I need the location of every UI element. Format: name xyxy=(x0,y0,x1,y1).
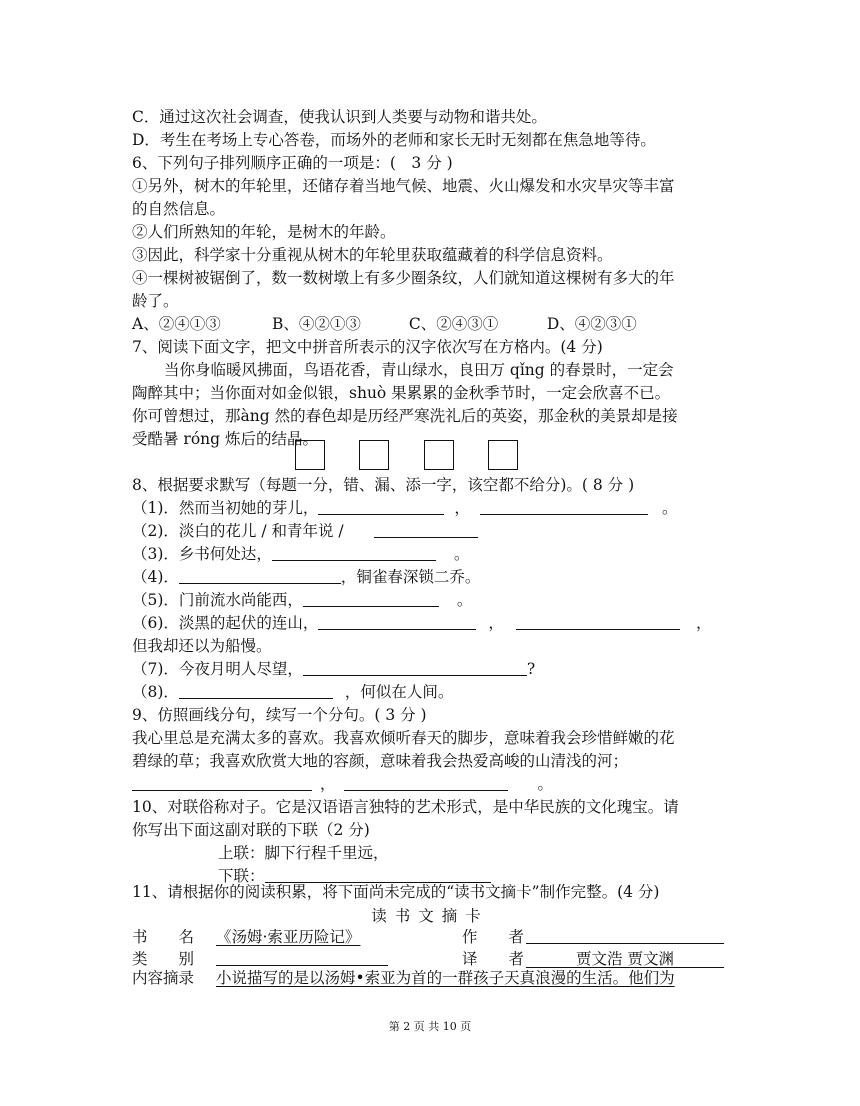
q8-2-blank[interactable] xyxy=(374,521,478,538)
translator-label: 译 者 xyxy=(462,950,525,968)
q9-comma: ， xyxy=(320,775,336,793)
q8-1-blank-b[interactable] xyxy=(480,498,648,515)
q8-8-text: （8)． xyxy=(132,683,179,701)
q9-answer-line xyxy=(132,774,553,796)
q6-option-a: A、②④①③ xyxy=(132,315,221,333)
q8-item-2 xyxy=(132,521,478,543)
answer-box-4[interactable] xyxy=(488,440,518,470)
q8-item-6-cont: 但我却还以为船慢。 xyxy=(132,637,272,655)
q9-passage-line-1: 我心里总是充满太多的喜欢。我喜欢倾听春天的脚步，意味着我会珍惜鲜嫩的花 xyxy=(132,729,675,747)
q8-8-blank[interactable] xyxy=(179,682,333,699)
q6-options xyxy=(132,314,637,336)
q8-item-5 xyxy=(132,590,472,612)
excerpt-label: 内容摘录 xyxy=(132,969,195,987)
q8-5-text: （5)．门前流水尚能西， xyxy=(132,591,303,609)
q6-option-d: D、④②③① xyxy=(546,315,637,333)
q6-sentence-2: ②人们所熟知的年轮，是树木的年龄。 xyxy=(132,223,396,241)
q8-1-comma: ， xyxy=(454,499,470,517)
question-8-title: 8、根据要求默写（每题一分，错、漏、添一字，该空都不给分)。( 8 分 ) xyxy=(132,476,635,494)
q8-4-blank[interactable] xyxy=(179,567,341,584)
q8-5-blank[interactable] xyxy=(303,590,439,607)
q7-passage-line-3: 你可曾想过，那àng 然的春色却是历经严寒洗礼后的英姿，那金秋的美景却是接 xyxy=(132,407,678,425)
q8-6-text: （6)．淡黑的起伏的连山， xyxy=(132,614,319,632)
q6-option-c: C、②④③① xyxy=(408,315,499,333)
question-9-title: 9、仿照画线分句，续写一个分句。( 3 分 ) xyxy=(132,706,427,724)
q8-5-period: 。 xyxy=(456,591,473,609)
card-row-excerpt xyxy=(132,968,675,990)
q7-passage-line-4: 受酷暑 róng 炼后的结晶。 xyxy=(132,430,319,448)
q9-passage-line-2: 碧绿的草；我喜欢欣赏大地的容颜，意味着我会热爱高峻的山清浅的河； xyxy=(132,752,629,770)
q9-blank-a[interactable] xyxy=(132,774,312,791)
author-label: 作 者 xyxy=(462,928,525,946)
question-6-title: 6、下列句子排列顺序正确的一项是：( 3 分 ) xyxy=(132,154,453,172)
q8-3-blank[interactable] xyxy=(272,544,436,561)
q8-2-text: （2)．淡白的花儿 / 和青年说 / xyxy=(132,522,344,540)
couplet-upper: 上联：脚下行程千里远， xyxy=(218,844,389,862)
q8-1-text: （1)．然而当初她的芽儿， xyxy=(132,499,319,517)
q8-6-blank-b[interactable] xyxy=(516,613,680,630)
card-row-book xyxy=(132,927,724,949)
q8-1-period: 。 xyxy=(661,499,678,517)
q8-6-comma-end: ， xyxy=(695,614,712,632)
book-value: 《汤姆·索亚历险记》 xyxy=(216,928,361,946)
translator-value: 贾文浩 贾文渊 xyxy=(526,949,724,968)
q8-item-8 xyxy=(132,682,453,704)
q6-option-b: B、④②①③ xyxy=(271,315,361,333)
q8-6-blank-a[interactable] xyxy=(318,613,476,630)
q8-item-3 xyxy=(132,544,469,566)
question-10-title-cont: 你写出下面这副对联的下联（2 分) xyxy=(132,821,370,839)
q8-item-6 xyxy=(132,613,711,635)
q8-1-blank-a[interactable] xyxy=(318,498,444,515)
q8-4-text-end: ，铜雀春深锁二乔。 xyxy=(340,568,481,586)
answer-box-1[interactable] xyxy=(295,440,325,470)
q9-blank-b[interactable] xyxy=(344,774,508,791)
card-title: 读书文摘卡 xyxy=(371,907,489,925)
q6-sentence-4: ④一棵树被锯倒了，数一数树墩上有多少圈条纹，人们就知道这棵树有多大的年 xyxy=(132,269,675,287)
q8-7-text: （7)．今夜月明人尽望， xyxy=(132,660,303,678)
q6-sentence-3: ③因此，科学家十分重视从树木的年轮里获取蕴藏着的科学信息资料。 xyxy=(132,246,613,264)
q8-6-comma: ， xyxy=(488,614,504,632)
couplet-lower-label: 下联： xyxy=(218,867,265,885)
q8-4-text: （4)． xyxy=(132,568,179,586)
type-blank[interactable] xyxy=(216,949,388,966)
q8-7-question: ? xyxy=(526,660,536,678)
q8-7-blank[interactable] xyxy=(303,659,527,676)
q8-3-period: 。 xyxy=(453,545,470,563)
type-label: 类 别 xyxy=(132,950,195,968)
option-d-text: D．考生在考场上专心答卷，而场外的老师和家长无时无刻都在焦急地等待。 xyxy=(132,131,656,149)
q8-item-4 xyxy=(132,567,480,589)
q8-8-text-end: ，何似在人间。 xyxy=(344,683,454,701)
page-footer: 第 2 页 共 10 页 xyxy=(388,1020,472,1033)
q8-item-1 xyxy=(132,498,677,520)
author-blank[interactable] xyxy=(526,927,724,944)
q8-3-text: （3)．乡书何处达， xyxy=(132,545,272,563)
couplet-lower-blank[interactable] xyxy=(265,866,491,883)
book-label: 书 名 xyxy=(132,928,195,946)
q8-item-7 xyxy=(132,659,535,681)
question-11-title: 11、请根据你的阅读积累，将下面尚未完成的“读书文摘卡”制作完整。(4 分) xyxy=(132,883,660,901)
option-c-text: C．通过这次社会调查，使我认识到人类要与动物和谐共处。 xyxy=(132,108,547,126)
question-7-title: 7、阅读下面文字，把文中拼音所表示的汉字依次写在方格内。(4 分) xyxy=(132,338,603,356)
excerpt-value: 小说描写的是以汤姆•索亚为首的一群孩子天真浪漫的生活。他们为 xyxy=(216,969,675,987)
question-10-title: 10、对联俗称对子。它是汉语语言独特的艺术形式，是中华民族的文化瑰宝。请 xyxy=(132,798,679,816)
q6-sentence-1-cont: 的自然信息。 xyxy=(132,200,226,218)
answer-box-2[interactable] xyxy=(359,440,389,470)
answer-box-3[interactable] xyxy=(424,440,454,470)
q6-sentence-4-cont: 龄了。 xyxy=(132,292,179,310)
q7-passage-line-2: 陶醉其中；当你面对如金似银，shuò 果累累的金秋季节时，一定会欣喜不已。 xyxy=(132,384,671,402)
q9-period: 。 xyxy=(537,775,554,793)
q6-sentence-1: ①另外，树木的年轮里，还储存着当地气候、地震、火山爆发和水灾旱灾等丰富 xyxy=(132,177,675,195)
q7-passage-line-1: 当你身临暖风拂面，鸟语花香，青山绿水，良田万 qǐng 的春景时，一定会 xyxy=(164,361,674,379)
